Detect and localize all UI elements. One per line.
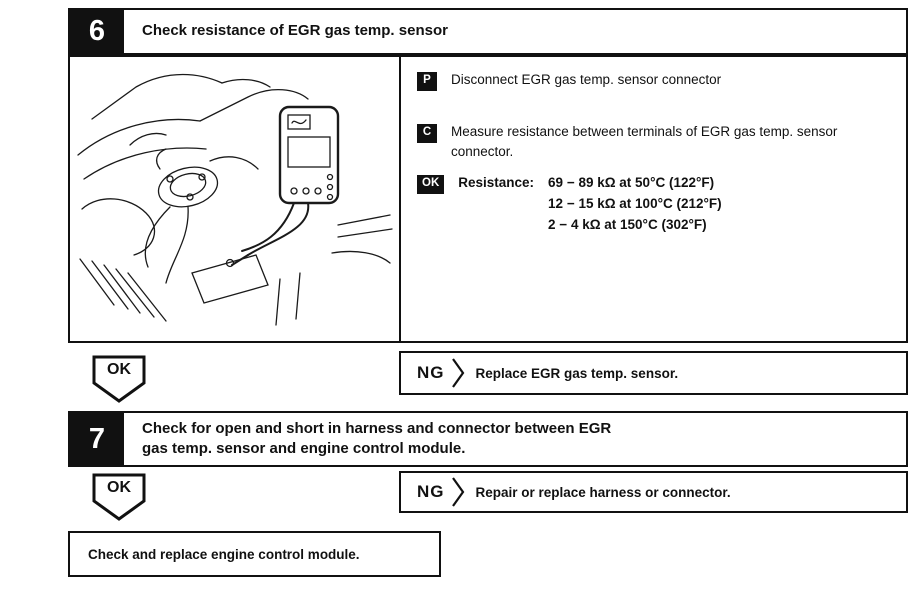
step6-number: 6 xyxy=(88,15,106,47)
instruction-row-resistance xyxy=(417,173,722,236)
resistance-label: Resistance: xyxy=(458,175,535,190)
step7-title: Check for open and short in harness and connector between EGR gas temp. sensor and engine control module. xyxy=(142,419,612,457)
instruction-text: Disconnect EGR gas temp. sensor connector xyxy=(451,72,722,87)
ok-label: OK xyxy=(107,479,131,496)
ng-chevron-icon xyxy=(452,477,465,507)
ng-label: NG xyxy=(417,482,445,501)
tag-p: P xyxy=(417,72,437,91)
resistance-value: 2 − 4 kΩ at 150°C (302°F) xyxy=(548,216,707,232)
tag-c: C xyxy=(417,124,437,143)
tag-ok: OK xyxy=(417,175,444,194)
step6-ng-box xyxy=(399,351,908,395)
ng-action-text: Repair or replace harness or connector. xyxy=(475,484,731,500)
resistance-values xyxy=(548,173,722,236)
step7-header xyxy=(68,411,908,467)
ok-label: OK xyxy=(107,361,131,378)
illustration-panel xyxy=(68,55,401,343)
final-action-box xyxy=(68,531,441,577)
ng-label: NG xyxy=(417,363,445,382)
ng-chevron-icon xyxy=(452,358,465,388)
multimeter xyxy=(280,107,338,203)
step6-header xyxy=(68,8,908,55)
step7-ok-arrow xyxy=(92,473,146,521)
instruction-text: Measure resistance between terminals of EGR gas temp. sensor connector. xyxy=(451,124,838,160)
resistance-value: 12 − 15 kΩ at 100°C (212°F) xyxy=(548,195,722,211)
instruction-row-measure xyxy=(417,122,843,163)
step7-ng-box xyxy=(399,471,908,513)
step6-ok-arrow xyxy=(92,355,146,403)
instruction-row-disconnect xyxy=(417,70,721,91)
step7-number-badge xyxy=(70,413,124,465)
final-action-text: Check and replace engine control module. xyxy=(88,546,360,562)
instructions-panel xyxy=(399,55,908,343)
step7-number: 7 xyxy=(88,422,106,455)
step6-number-badge xyxy=(70,10,124,53)
step6-title: Check resistance of EGR gas temp. sensor xyxy=(142,22,448,40)
ng-action-text: Replace EGR gas temp. sensor. xyxy=(475,365,679,381)
resistance-value: 69 − 89 kΩ at 50°C (122°F) xyxy=(548,175,715,190)
engine-illustration xyxy=(70,57,399,341)
